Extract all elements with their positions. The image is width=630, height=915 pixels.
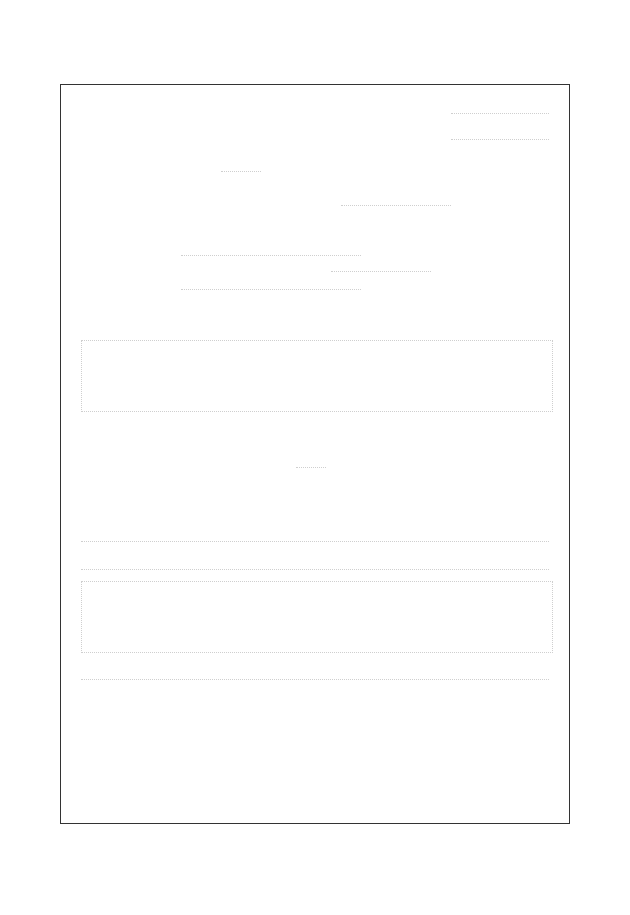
item-2 <box>81 553 549 570</box>
document-title <box>331 255 431 272</box>
date-line <box>451 123 549 140</box>
item-3 <box>81 581 553 653</box>
title-district <box>181 239 361 256</box>
addressee-suffix <box>221 155 261 172</box>
item-1 <box>81 525 549 542</box>
body-text <box>81 340 553 412</box>
title-scenic <box>181 273 361 290</box>
ki-heading <box>296 451 326 468</box>
official-name-label <box>341 189 451 206</box>
item-4 <box>81 663 549 680</box>
form-frame <box>60 84 570 824</box>
number-line <box>451 97 549 114</box>
